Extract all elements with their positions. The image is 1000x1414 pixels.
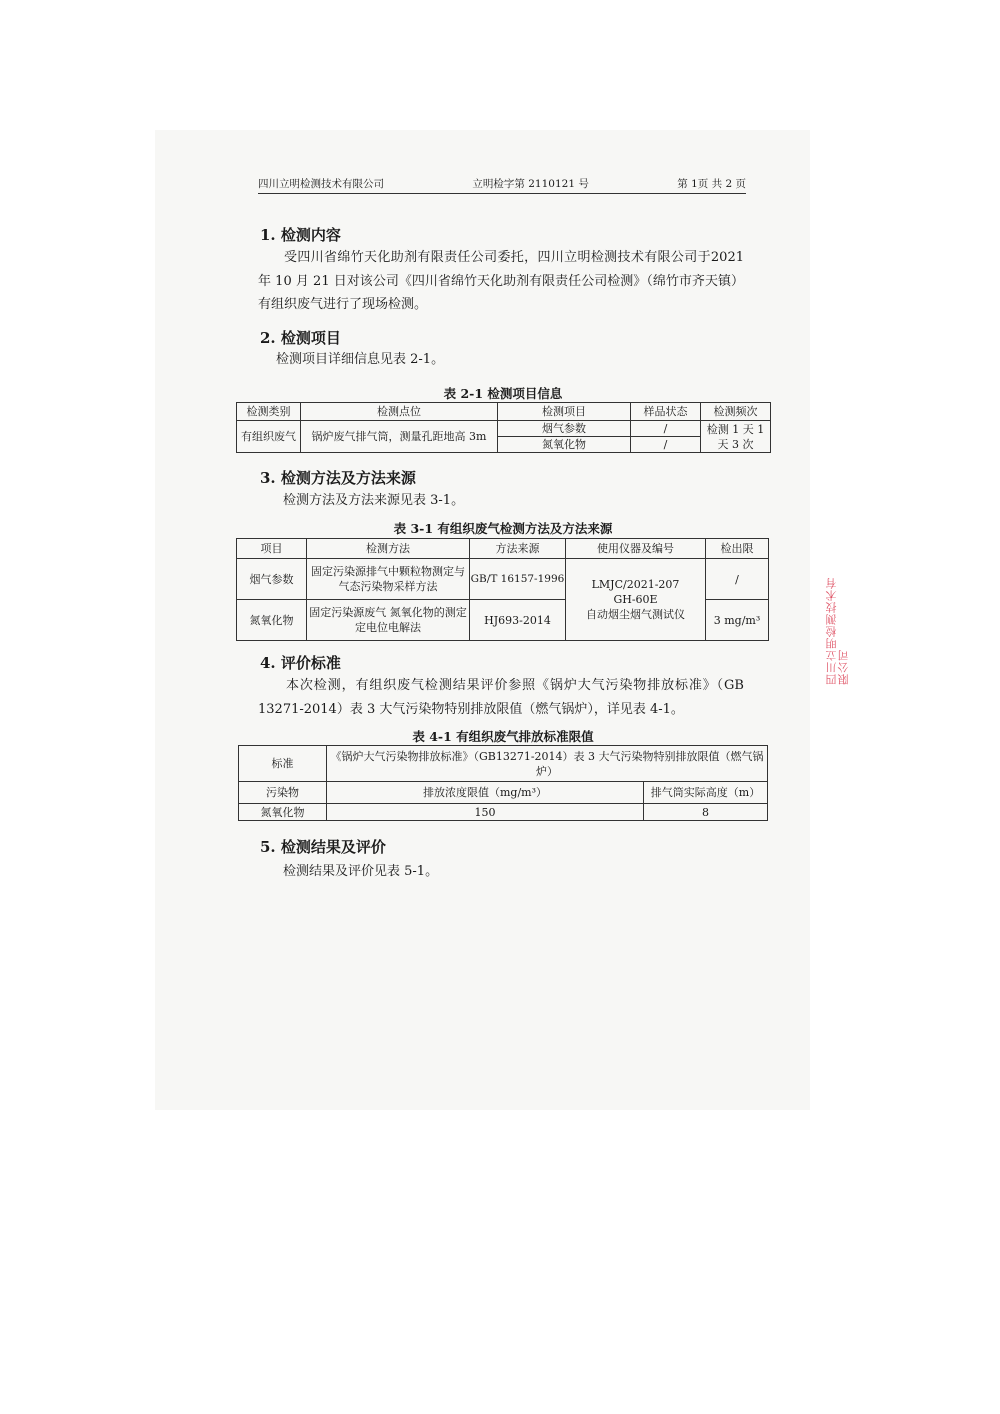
table-header-cell: 使用仪器及编号 bbox=[566, 539, 706, 559]
page-header bbox=[258, 176, 746, 194]
pollutant-label-cell: 污染物 bbox=[239, 782, 327, 804]
table-2-1 bbox=[236, 402, 771, 453]
section-2-title: 2. 检测项目 bbox=[260, 329, 341, 347]
height-value-cell: 8 bbox=[644, 804, 768, 821]
section-3-title: 3. 检测方法及方法来源 bbox=[260, 469, 416, 487]
frequency-cell: 检测 1 天 1 天 3 次 bbox=[701, 421, 771, 453]
table-header-cell: 检测点位 bbox=[301, 403, 498, 421]
table-header-cell: 检测类别 bbox=[237, 403, 301, 421]
table-header-cell: 检出限 bbox=[706, 539, 769, 559]
table-row bbox=[237, 421, 771, 437]
instrument-code: LMJC/2021-207 bbox=[591, 578, 680, 591]
method-cell: 固定污染源废气 氮氧化物的测定 定电位电解法 bbox=[307, 600, 470, 641]
table-3-1-header-row bbox=[237, 539, 769, 559]
instrument-cell bbox=[566, 559, 706, 641]
limit-cell: / bbox=[706, 559, 769, 600]
table-2-1-header-row bbox=[237, 403, 771, 421]
table-header-cell: 检测频次 bbox=[701, 403, 771, 421]
state-cell: / bbox=[631, 437, 701, 453]
section-4-body: 本次检测，有组织废气检测结果评价参照《锅炉大气污染物排放标准》（GB 13271-2014）表 3 大气污染物特别排放限值（燃气锅炉），详见表 4-1。 bbox=[258, 678, 744, 717]
instrument-name: 自动烟尘烟气测试仪 bbox=[586, 608, 685, 621]
table-3-1 bbox=[236, 538, 769, 641]
header-report-number: 立明检字第 2110121 号 bbox=[472, 178, 589, 190]
section-4-title: 4. 评价标准 bbox=[260, 654, 341, 672]
table-4-1 bbox=[238, 745, 768, 821]
limit-cell: 3 mg/m³ bbox=[706, 600, 769, 641]
table-row bbox=[237, 559, 769, 600]
seal-stamp: 四川立明检测技术有限公司 bbox=[825, 577, 850, 685]
item-cell: 氮氧化物 bbox=[237, 600, 307, 641]
item-cell: 烟气参数 bbox=[237, 559, 307, 600]
conc-label-cell: 排放浓度限值（mg/m³） bbox=[327, 782, 644, 804]
item-cell: 烟气参数 bbox=[498, 421, 631, 437]
table-header-cell: 项目 bbox=[237, 539, 307, 559]
header-company: 四川立明检测技术有限公司 bbox=[258, 178, 384, 190]
table-header-cell: 样品状态 bbox=[631, 403, 701, 421]
source-cell: HJ693-2014 bbox=[470, 600, 566, 641]
point-cell: 锅炉废气排气筒，测量孔距地高 3m bbox=[301, 421, 498, 453]
section-5-body: 检测结果及评价见表 5-1。 bbox=[283, 864, 439, 879]
table-row bbox=[239, 746, 768, 782]
section-1-title: 1. 检测内容 bbox=[260, 226, 341, 244]
table-header-cell: 检测方法 bbox=[307, 539, 470, 559]
table-row bbox=[239, 782, 768, 804]
table-header-cell: 检测项目 bbox=[498, 403, 631, 421]
method-cell: 固定污染源排气中颗粒物测定与气态污染物采样方法 bbox=[307, 559, 470, 600]
table-2-1-caption: 表 2-1 检测项目信息 bbox=[443, 386, 563, 401]
table-row bbox=[239, 804, 768, 821]
instrument-model: GH-60E bbox=[613, 593, 658, 606]
section-5-title: 5. 检测结果及评价 bbox=[260, 838, 386, 856]
section-2-body: 检测项目详细信息见表 2-1。 bbox=[276, 352, 445, 367]
state-cell: / bbox=[631, 421, 701, 437]
table-header-cell: 方法来源 bbox=[470, 539, 566, 559]
conc-value-cell: 150 bbox=[327, 804, 644, 821]
table-3-1-caption: 表 3-1 有组织废气检测方法及方法来源 bbox=[393, 521, 613, 536]
item-cell: 氮氧化物 bbox=[498, 437, 631, 453]
header-page-info: 第 1页 共 2 页 bbox=[677, 178, 746, 190]
standard-value-cell: 《锅炉大气污染物排放标准》（GB13271-2014）表 3 大气污染物特别排放限值（燃气锅炉） bbox=[327, 746, 768, 782]
section-3-body: 检测方法及方法来源见表 3-1。 bbox=[283, 493, 465, 508]
source-cell: GB/T 16157-1996 bbox=[470, 559, 566, 600]
height-label-cell: 排气筒实际高度（m） bbox=[644, 782, 768, 804]
table-4-1-caption: 表 4-1 有组织废气排放标准限值 bbox=[412, 729, 594, 744]
pollutant-cell: 氮氧化物 bbox=[239, 804, 327, 821]
section-1-body: 受四川省绵竹天化助剂有限责任公司委托，四川立明检测技术有限公司于2021 年 10 月 21 日对该公司《四川省绵竹天化助剂有限责任公司检测》（绵竹市齐天镇）有组织废气进行了现场检测。 bbox=[258, 250, 744, 312]
category-cell: 有组织废气 bbox=[237, 421, 301, 453]
standard-label-cell: 标准 bbox=[239, 746, 327, 782]
